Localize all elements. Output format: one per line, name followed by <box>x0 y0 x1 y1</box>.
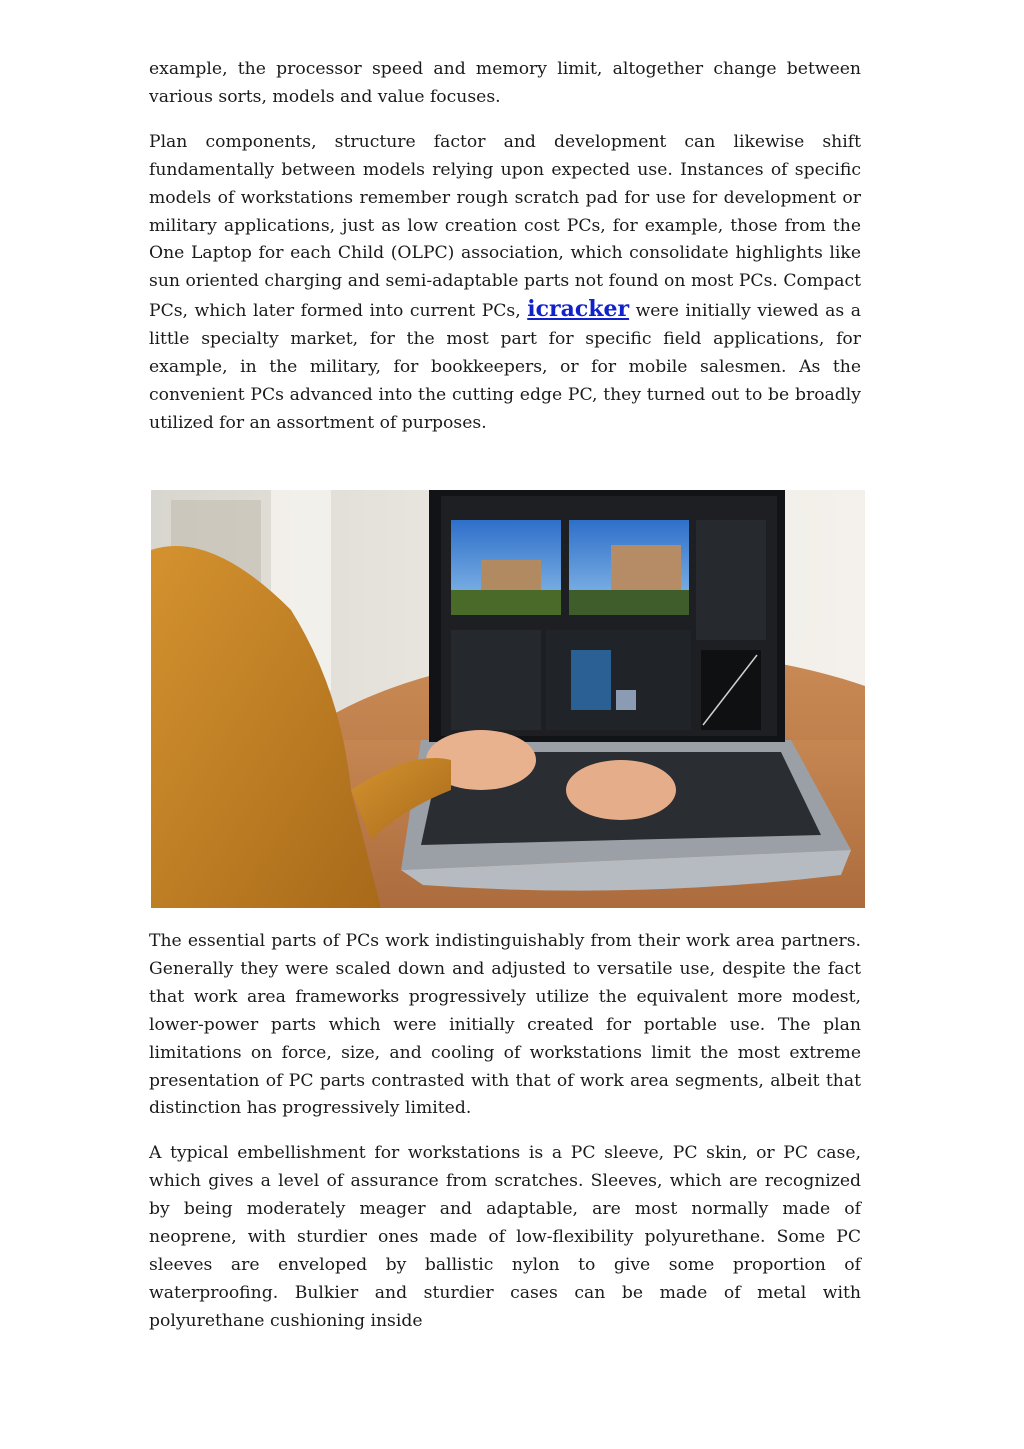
laptop-photo <box>151 490 865 908</box>
icracker-link[interactable]: icracker <box>527 296 630 323</box>
document-body <box>149 56 861 455</box>
paragraph-4: A typical embellishment for workstations is a PC sleeve, PC skin, or PC case, which gives a level of assurance from scratches. Sleeves, which are recognized by being moderately meager and adaptable, are most normally made of neoprene, with sturdier ones made of low-flexibility polyurethane. Some PC sleeves are enveloped by ballistic nylon to give some proportion of waterproofing. Bulkier and sturdier cases can be made of metal with polyurethane cushioning inside <box>149 1143 861 1331</box>
paragraph-3: The essential parts of PCs work indistinguishably from their work area partners. Generally they were scaled down and adjusted to versatile use, despite the fact that work area frameworks progressively utilize the equivalent more modest, lower-power parts which were initially created for portable use. The plan limitations on force, size, and cooling of workstations limit the most extreme presentation of PC parts contrasted with that of work area segments, albeit that distinction has progressively limited. <box>149 931 861 1119</box>
paragraph-2 <box>149 129 861 438</box>
paragraph-1: example, the processor speed and memory limit, altogether change between various sorts, models and value focuses. <box>149 59 861 107</box>
paragraph-2-after: were initially viewed as a little specialty market, for the most part for specific field applications, for example, in the military, for bookkeepers, or for mobile salesmen. As the convenient PCs advanced into the cutting edge PC, they turned out to be broadly utilized for an assortment of purposes. <box>149 301 861 433</box>
paragraph-2-before: Plan components, structure factor and development can likewise shift fundamentally between models relying upon expected use. Instances of specific models of workstations remember rough scratch pad for use for development or military applications, just as low creation cost PCs, for example, those from the One Laptop for each Child (OLPC) association, which consolidate highlights like sun oriented charging and semi-adaptable parts not found on most PCs. Compact PCs, which later formed into current PCs, <box>149 131 861 322</box>
document-body-continued <box>149 928 861 1353</box>
